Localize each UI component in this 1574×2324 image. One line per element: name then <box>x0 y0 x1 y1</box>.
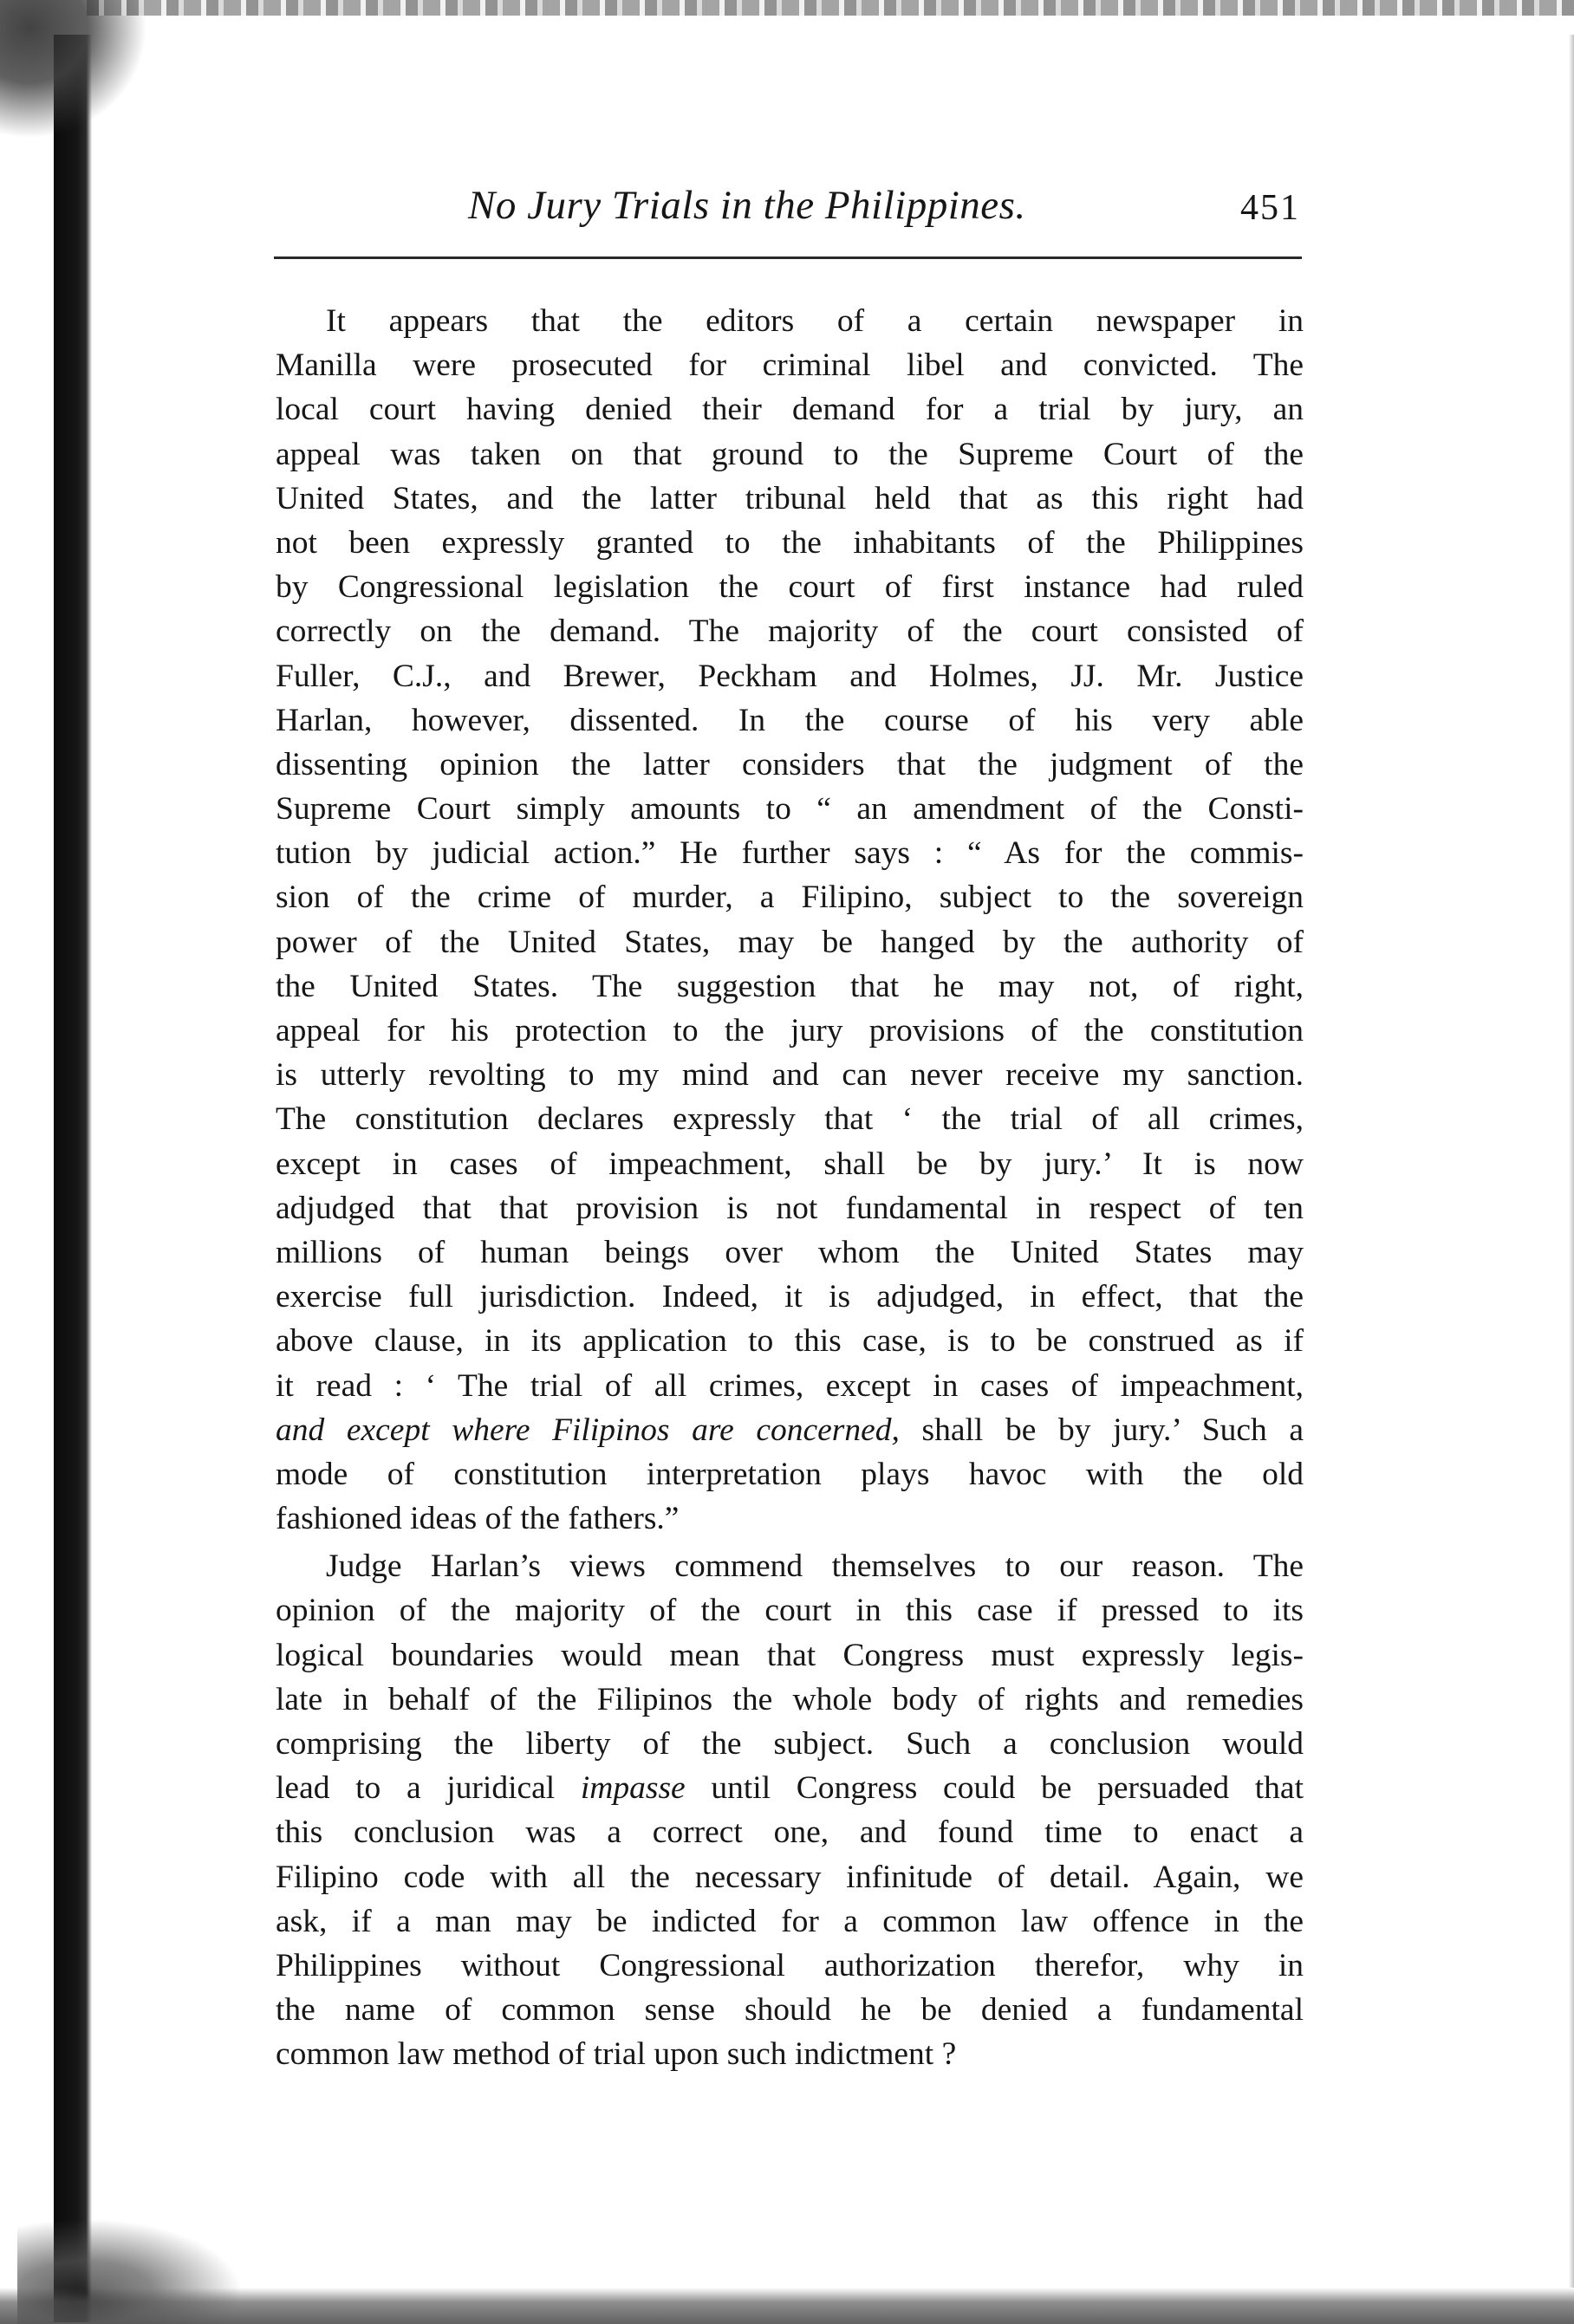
text-line: mode of constitution interpretation plays havoc with the old <box>276 1456 1304 1492</box>
text-line: is utterly revolting to my mind and can never receive my sanction. <box>276 1057 1304 1094</box>
text-line: Harlan, however, dissented. In the course of his very able <box>276 702 1304 738</box>
page-right-edge <box>1569 35 1574 2288</box>
text-run: until Congress could be persuaded that <box>685 1770 1304 1807</box>
text-line: fashioned ideas of the fathers.” <box>276 1501 680 1537</box>
text-line: Filipino code with all the necessary infinitude of detail. Again, we <box>276 1859 1304 1895</box>
body-text <box>276 299 1304 2077</box>
text-line: above clause, in its application to this case, is to be construed as if <box>276 1323 1304 1360</box>
italic-word: impasse <box>580 1770 686 1807</box>
page-top-edge <box>87 0 1574 16</box>
text-line <box>276 1408 1304 1452</box>
header-rule <box>274 256 1302 259</box>
text-line: the name of common sense should he be denied a fundamental <box>276 1992 1304 2029</box>
scan-smudge-top-left <box>0 0 147 139</box>
text-line: Philippines without Congressional authorization therefor, why in <box>276 1947 1304 1983</box>
italic-phrase: and except where Filipinos are concerned, <box>276 1412 900 1448</box>
text-line <box>276 1766 1304 1810</box>
text-line: United States, and the latter tribunal held that as this right had <box>276 480 1304 516</box>
text-line: local court having denied their demand for a trial by jury, an <box>276 392 1304 428</box>
text-line: except in cases of impeachment, shall be by jury.’ It is now <box>276 1146 1304 1182</box>
text-line: this conclusion was a correct one, and found time to enact a <box>276 1814 1304 1851</box>
text-line: power of the United States, may be hanged by the authority of <box>276 924 1304 960</box>
text-line: appeal was taken on that ground to the Supreme Court of the <box>276 436 1304 472</box>
text-line: tution by judicial action.” He further says : “ As for the commis- <box>276 835 1304 872</box>
running-head <box>277 173 1300 243</box>
text-line: Fuller, C.J., and Brewer, Peckham and Holmes, JJ. Mr. Justice <box>276 658 1304 694</box>
text-line: by Congressional legislation the court of first instance had ruled <box>276 569 1304 606</box>
text-line: sion of the crime of murder, a Filipino, subject to the sovereign <box>276 880 1304 916</box>
page-number: 451 <box>1240 188 1300 228</box>
text-run: lead to a juridical <box>276 1770 581 1807</box>
text-line: Judge Harlan’s views commend themselves to our reason. The <box>326 1548 1304 1585</box>
text-line: dissenting opinion the latter considers that the judgment of the <box>276 746 1304 782</box>
text-run: shall be by jury.’ Such a <box>899 1412 1304 1448</box>
text-line: It appears that the editors of a certain newspaper in <box>326 303 1304 339</box>
text-line: The constitution declares expressly that ‘ the trial of all crimes, <box>276 1101 1304 1138</box>
text-line: late in behalf of the Filipinos the whole body of rights and remedies <box>276 1681 1304 1717</box>
text-line: Supreme Court simply amounts to “ an amendment of the Consti- <box>276 791 1304 828</box>
text-line: comprising the liberty of the subject. Such a conclusion would <box>276 1726 1304 1762</box>
text-line: logical boundaries would mean that Congress must expressly legis- <box>276 1637 1304 1673</box>
text-line: the United States. The suggestion that he may not, of right, <box>276 968 1304 1004</box>
text-line: exercise full jurisdiction. Indeed, it is adjudged, in effect, that the <box>276 1279 1304 1315</box>
text-line: opinion of the majority of the court in this case if pressed to its <box>276 1593 1304 1629</box>
running-title: No Jury Trials in the Philippines. <box>468 183 1026 228</box>
text-line: Manilla were prosecuted for criminal libel and convicted. The <box>276 347 1304 384</box>
text-line: adjudged that that provision is not fundamental in respect of ten <box>276 1190 1304 1226</box>
text-line: common law method of trial upon such indictment ? <box>276 2036 957 2073</box>
book-spine-shadow <box>54 35 92 2322</box>
text-line: correctly on the demand. The majority of the court consisted of <box>276 613 1304 650</box>
text-line: millions of human beings over whom the United States may <box>276 1234 1304 1270</box>
text-line: ask, if a man may be indicted for a common law offence in the <box>276 1903 1304 1939</box>
scan-smudge-bottom-left <box>17 2218 243 2324</box>
text-line: not been expressly granted to the inhabitants of the Philippines <box>276 524 1304 561</box>
text-line: it read : ‘ The trial of all crimes, except in cases of impeachment, <box>276 1367 1304 1404</box>
text-line: appeal for his protection to the jury provisions of the constitution <box>276 1013 1304 1048</box>
